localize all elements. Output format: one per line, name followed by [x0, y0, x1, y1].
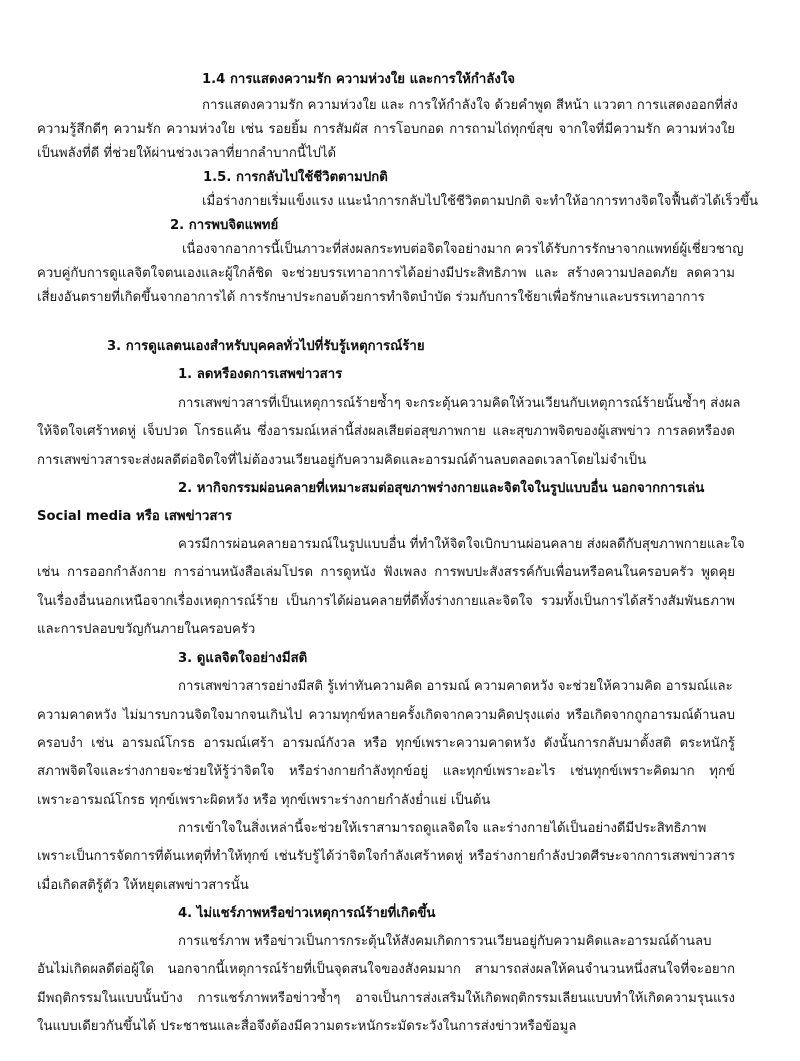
paragraph-line: เนื่องจากอาการนี้เป็นภาวะที่ส่งผลกระทบต่อจิตใจอย่างมาก ควรได้รับการรักษาจากแพทย์ผู้เชี่ยวชาญ [182, 242, 744, 257]
paragraph-line: ในเรื่องอื่นนอกเหนือจากเรื่องเหตุการณ์ร้าย เป็นการได้ผ่อนคลายที่ดีทั้งร่างกายและจิตใจ รวมทั้งเป็นการได้สร้างสัมพันธภาพ [37, 594, 735, 609]
paragraph-line: เช่น การออกกำลังกาย การอ่านหนังสือเล่มโปรด การดูหนัง ฟังเพลง การพบปะสังสรรค์กับเพื่อนหรือคนในครอบครัว พูดคุย [37, 565, 735, 580]
paragraph-line: ควรมีการผ่อนคลายอารมณ์ในรูปแบบอื่น ที่ทำให้จิตใจเบิกบานผ่อนคลาย ส่งผลดีกับสุขภาพกายและใจ [178, 537, 745, 552]
paragraph-line: ให้จิตใจเศร้าหดหู่ เจ็บปวด โกรธแค้น ซึ่งอารมณ์เหล่านี้ส่งผลเสียต่อสุขภาพกาย และสุขภาพจิตของผู้เสพข่าว การลดหรืองด [37, 424, 735, 439]
heading-3-2-cont: Social media หรือ เสพข่าวสาร [37, 509, 232, 524]
paragraph-line: ควบคู่กับการดูแลจิตใจตนเองและผู้ใกล้ชิด จะช่วยบรรเทาอาการได้อย่างมีประสิทธิภาพ และ สร้างความปลอดภัย ลดความ [37, 266, 735, 281]
heading-3-4: 4. ไม่แชร์ภาพหรือข่าวเหตุการณ์ร้ายที่เกิดขึ้น [178, 906, 436, 921]
paragraph-line: และการปลอบขวัญกันภายในครอบครัว [37, 622, 256, 637]
paragraph-line: เพราะอารมณ์โกรธ ทุกข์เพราะผิดหวัง หรือ ทุกข์เพราะร่างกายกำลังย่ำแย่ เป็นต้น [37, 793, 491, 808]
paragraph-line: การแสดงความรัก ความห่วงใย และ การให้กำลังใจ ด้วยคำพูด สีหน้า แววตา การแสดงออกที่ส่ง [202, 98, 738, 113]
heading-3-2: 2. หากิจกรรมผ่อนคลายที่เหมาะสมต่อสุขภาพร่างกายและจิตใจในรูปแบบอื่น นอกจากการเล่น [178, 481, 705, 496]
heading-1-5: 1.5. การกลับไปใช้ชีวิตตามปกติ [203, 170, 388, 185]
paragraph-line: ในแบบเดียวกันขึ้นได้ ประชาชนและสื่อจึงต้องมีความตระหนักระมัดระวังในการส่งข่าวหรือข้อมูล [37, 1019, 577, 1034]
paragraph-line: ความรู้สึกดีๆ ความรัก ความห่วงใย เช่น รอยยิ้ม การสัมผัส การโอบกอด การถามไถ่ทุกข์สุข จากใจที่มีความรัก ความห่วงใย [37, 122, 735, 137]
paragraph-line: การเข้าใจในสิ่งเหล่านี้จะช่วยให้เราสามารถดูแลจิตใจ และร่างกายได้เป็นอย่างดีมีประสิทธิภาพ [178, 821, 707, 836]
paragraph-line: สภาพจิตใจและร่างกายจะช่วยให้รู้ว่าจิตใจ หรือร่างกายกำลังทุกข์อยู่ และทุกข์เพราะอะไร เช่นทุกข์เพราะคิดมาก ทุกข์ [37, 764, 735, 779]
paragraph-line: การเสพข่าวสารที่เป็นเหตุการณ์ร้ายซ้ำๆ จะกระตุ้นความคิดให้วนเวียนกับเหตุการณ์ร้ายนั้นซ้ำๆ ส่งผล [178, 396, 741, 411]
paragraph-line: ครอบงำ เช่น อารมณ์โกรธ อารมณ์เศร้า อารมณ์กังวล หรือ ทุกข์เพราะความคาดหวัง ดังนั้นการกลับมาตั้งสติ ตระหนักรู้ [37, 736, 735, 751]
heading-3-3: 3. ดูแลจิตใจอย่างมีสติ [178, 651, 308, 666]
paragraph-line: เพราะเป็นการจัดการที่ต้นเหตุที่ทำให้ทุกข์ เช่นรับรู้ได้ว่าจิตใจกำลังเศร้าหดหู่ หรือร่างกายกำลังปวดศีรษะจากการเสพข่าวสาร [37, 849, 735, 864]
paragraph-line: การแชร์ภาพ หรือข่าวเป็นการกระตุ้นให้สังคมเกิดการวนเวียนอยู่กับความคิดและอารมณ์ด้านลบ [178, 934, 712, 949]
paragraph-line: มีพฤติกรรมในแบบนั้นบ้าง การแชร์ภาพหรือข่าวซ้ำๆ อาจเป็นการส่งเสริมให้เกิดพฤติกรรมเลียนแบบทำให้เกิดความรุนแรง [37, 991, 735, 1006]
paragraph-line: เมื่อเกิดสติรู้ตัว ให้หยุดเสพข่าวสารนั้น [37, 878, 249, 893]
heading-2: 2. การพบจิตแพทย์ [170, 218, 279, 233]
heading-3: 3. การดูแลตนเองสำหรับบุคคลทั่วไปที่รับรู้เหตุการณ์ร้าย [107, 339, 425, 354]
paragraph-line: อันไม่เกิดผลดีต่อผู้ใด นอกจากนี้เหตุการณ์ร้ายที่เป็นจุดสนใจของสังคมมาก สามารถส่งผลให้คนจำนวนหนึ่งสนใจที่จะอยาก [37, 962, 735, 977]
paragraph-line: การเสพข่าวสารอย่างมีสติ รู้เท่าทันความคิด อารมณ์ ความคาดหวัง จะช่วยให้ความคิด อารมณ์และ [178, 679, 733, 694]
paragraph-line: ความคาดหวัง ไม่มารบกวนจิตใจมากจนเกินไป ความทุกข์หลายครั้งเกิดจากความคิดปรุงแต่ง หรือเกิดจากถูกอารมณ์ด้านลบ [37, 708, 735, 723]
paragraph-line: เป็นพลังที่ดี ที่ช่วยให้ผ่านช่วงเวลาที่ยากลำบากนี้ไปได้ [37, 146, 337, 161]
paragraph-line: เสี่ยงอันตรายที่เกิดขึ้นจากอาการได้ การรักษาประกอบด้วยการทำจิตบำบัด ร่วมกับการใช้ยาเพื่อรักษาและบรรเทาอาการ [37, 290, 705, 305]
heading-1-4: 1.4 การแสดงความรัก ความห่วงใย และการให้กำลังใจ [202, 72, 515, 87]
paragraph-line: เมื่อร่างกายเริ่มแข็งแรง แนะนำการกลับไปใช้ชีวิตตามปกติ จะทำให้อาการทางจิตใจฟื้นตัวได้เร็วขึ้น [202, 194, 759, 209]
paragraph-line: การเสพข่าวสารจะส่งผลดีต่อจิตใจที่ไม่ต้องวนเวียนอยู่กับความคิดและอารมณ์ด้านลบตลอดเวลาโดยไม่จำเป็น [37, 453, 647, 468]
heading-3-1: 1. ลดหรืองดการเสพข่าวสาร [178, 367, 343, 382]
